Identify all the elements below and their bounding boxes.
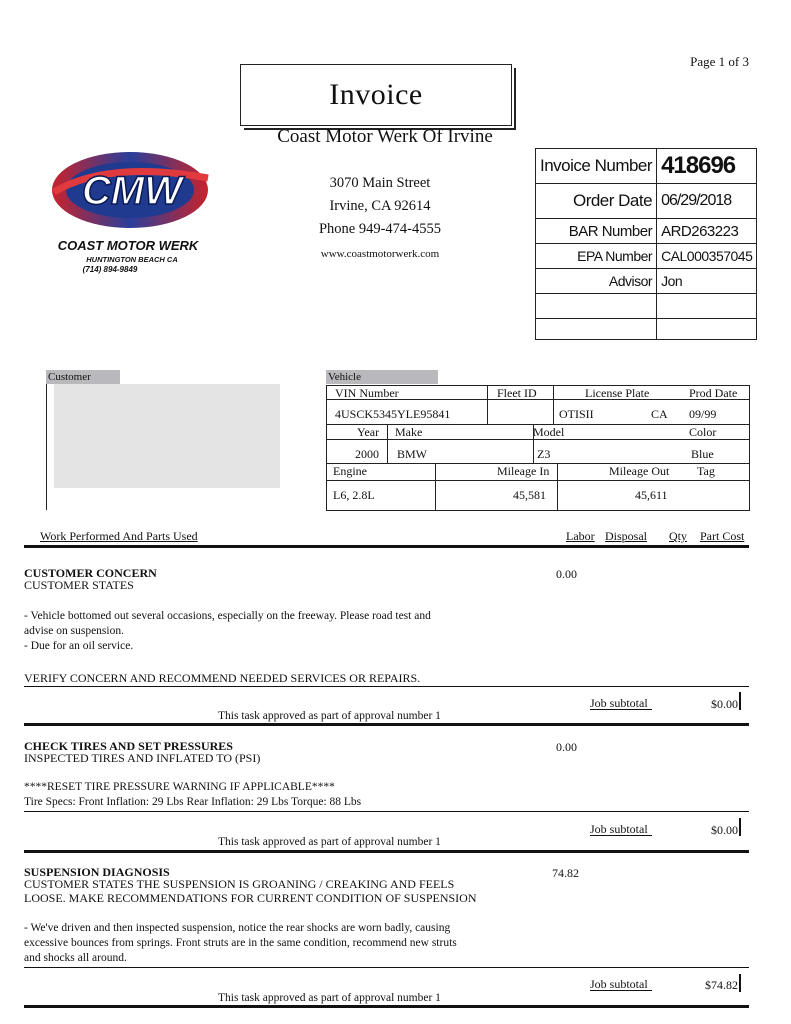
invoice-number-label: Invoice Number — [536, 149, 657, 184]
shop-street: 3070 Main Street — [329, 175, 431, 191]
logo-name: COAST MOTOR WERK — [57, 238, 199, 253]
task-1-subtotal-label: Job subtotal — [590, 696, 648, 710]
license-plate-label: License Plate — [585, 386, 650, 400]
task-1-desc: CUSTOMER STATES — [24, 578, 134, 592]
prod-date-value: 09/99 — [689, 407, 717, 421]
task-1-subtotal-underline — [590, 709, 652, 710]
task-1-title: CUSTOMER CONCERN — [24, 566, 157, 580]
invoice-number: 418696 — [657, 149, 757, 184]
work-performed-header: Work Performed And Parts Used — [40, 529, 198, 543]
shop-website: www.coastmotorwerk.com — [320, 248, 440, 260]
task-3-approval: This task approved as part of approval number 1 — [218, 992, 441, 1004]
customer-redaction — [54, 384, 280, 488]
task-1-rule — [24, 686, 749, 687]
year-value: 2000 — [355, 447, 379, 461]
logo-phone: (714) 894-9849 — [82, 265, 138, 274]
task-2-desc: INSPECTED TIRES AND INFLATED TO (PSI) — [24, 751, 261, 765]
page-number: Page 1 of 3 — [690, 54, 749, 69]
bar-number: ARD263223 — [657, 219, 757, 244]
mileage-in-label: Mileage In — [497, 464, 550, 478]
logo-initials: CMW — [82, 169, 182, 213]
task-2-rule — [24, 811, 749, 812]
header-rule — [24, 545, 749, 548]
customer-label: Customer — [46, 370, 120, 384]
qty-header: Qty — [669, 529, 687, 543]
task-1-note-2: advise on suspension. — [24, 625, 124, 637]
task-3-note-2: excessive bounces from springs. Front struts are in the same condition, recommend new struts — [24, 937, 457, 949]
task-1-approval: This task approved as part of approval number 1 — [218, 710, 441, 722]
year-label: Year — [357, 425, 380, 439]
bar-number-label: BAR Number — [536, 219, 657, 244]
task-2-note-1: ****RESET TIRE PRESSURE WARNING IF APPLICABLE**** — [24, 781, 335, 793]
mileage-out-label: Mileage Out — [609, 464, 670, 478]
shop-phone: Phone 949-474-4555 — [318, 221, 442, 237]
task-2-subtotal: $0.00 — [711, 823, 738, 837]
task-3-note-3: and shocks all around. — [24, 952, 127, 964]
task-2-subtotal-underline — [590, 835, 652, 836]
task-2-subtotal-bar — [739, 818, 741, 836]
task-1-note-3: - Due for an oil service. — [24, 640, 134, 652]
task-2-subtotal-label: Job subtotal — [590, 822, 648, 836]
color-value: Blue — [691, 447, 714, 461]
advisor-label: Advisor — [536, 269, 657, 294]
fleet-id-label: Fleet ID — [497, 386, 537, 400]
engine-label: Engine — [333, 464, 367, 478]
model-value: Z3 — [537, 447, 551, 461]
task-2-note-2: Tire Specs: Front Inflation: 29 Lbs Rear Inflation: 29 Lbs Torque: 88 Lbs — [24, 796, 362, 808]
task-2-approval: This task approved as part of approval number 1 — [218, 836, 441, 848]
part-cost-header: Part Cost — [700, 529, 745, 543]
task-3-subtotal-underline — [590, 990, 652, 991]
shop-city: Irvine, CA 92614 — [329, 198, 431, 214]
task-1-note-1: - Vehicle bottomed out several occasions, especially on the freeway. Please road test and — [24, 610, 431, 622]
task-2-end-rule — [24, 850, 749, 853]
epa-number: CAL000357045 — [657, 244, 757, 269]
logo-location: HUNTINGTON BEACH CA — [86, 255, 178, 264]
empty-cell — [657, 319, 757, 340]
task-3-labor: 74.82 — [552, 866, 579, 880]
model-label: Model — [533, 425, 565, 439]
vin-label: VIN Number — [335, 386, 399, 400]
task-2-labor: 0.00 — [556, 740, 577, 754]
task-2-title: CHECK TIRES AND SET PRESSURES — [24, 739, 233, 753]
shop-name: Coast Motor Werk Of Irvine — [277, 126, 493, 147]
advisor: Jon — [657, 269, 757, 294]
task-3-subtotal: $74.82 — [705, 978, 738, 992]
license-plate-value: OTISII — [559, 407, 594, 421]
prod-date-label: Prod Date — [689, 386, 738, 400]
task-3-end-rule — [24, 1005, 749, 1008]
task-3-desc-1: CUSTOMER STATES THE SUSPENSION IS GROANING / CREAKING AND FEELS — [24, 877, 455, 891]
task-3-desc-2: LOOSE. MAKE RECOMMENDATIONS FOR CURRENT CONDITION OF SUSPENSION — [24, 891, 477, 905]
task-1-end-rule — [24, 723, 749, 726]
shop-address — [290, 172, 470, 241]
make-label: Make — [395, 425, 423, 439]
invoice-info-table — [535, 148, 757, 340]
task-3-title: SUSPENSION DIAGNOSIS — [24, 865, 170, 879]
mileage-in-value: 45,581 — [513, 488, 546, 502]
epa-number-label: EPA Number — [536, 244, 657, 269]
order-date: 06/29/2018 — [657, 184, 757, 219]
vehicle-table — [326, 385, 750, 511]
engine-value: L6, 2.8L — [333, 488, 375, 502]
labor-header: Labor — [566, 529, 595, 543]
tag-label: Tag — [697, 464, 715, 478]
plate-state-value: CA — [651, 407, 668, 421]
task-1-labor: 0.00 — [556, 567, 577, 581]
empty-cell — [536, 319, 657, 340]
empty-cell — [536, 294, 657, 319]
vehicle-label: Vehicle — [326, 370, 438, 384]
cmw-logo — [48, 150, 218, 280]
invoice-title: Invoice — [329, 78, 423, 111]
task-3-rule — [24, 967, 749, 968]
task-3-subtotal-label: Job subtotal — [590, 977, 648, 991]
vin-value: 4USCK5345YLE95841 — [335, 407, 451, 421]
make-value: BMW — [397, 447, 427, 461]
task-3-note-1: - We've driven and then inspected suspension, notice the rear shocks are worn badly, causing — [24, 922, 451, 934]
disposal-header: Disposal — [605, 529, 647, 543]
order-date-label: Order Date — [536, 184, 657, 219]
color-label: Color — [689, 425, 717, 439]
empty-cell — [657, 294, 757, 319]
task-1-subtotal-bar — [739, 692, 741, 710]
mileage-out-value: 45,611 — [635, 488, 668, 502]
task-3-subtotal-bar — [739, 974, 741, 992]
task-1-subtotal: $0.00 — [711, 697, 738, 711]
task-1-note-4: VERIFY CONCERN AND RECOMMEND NEEDED SERVICES OR REPAIRS. — [24, 671, 421, 685]
